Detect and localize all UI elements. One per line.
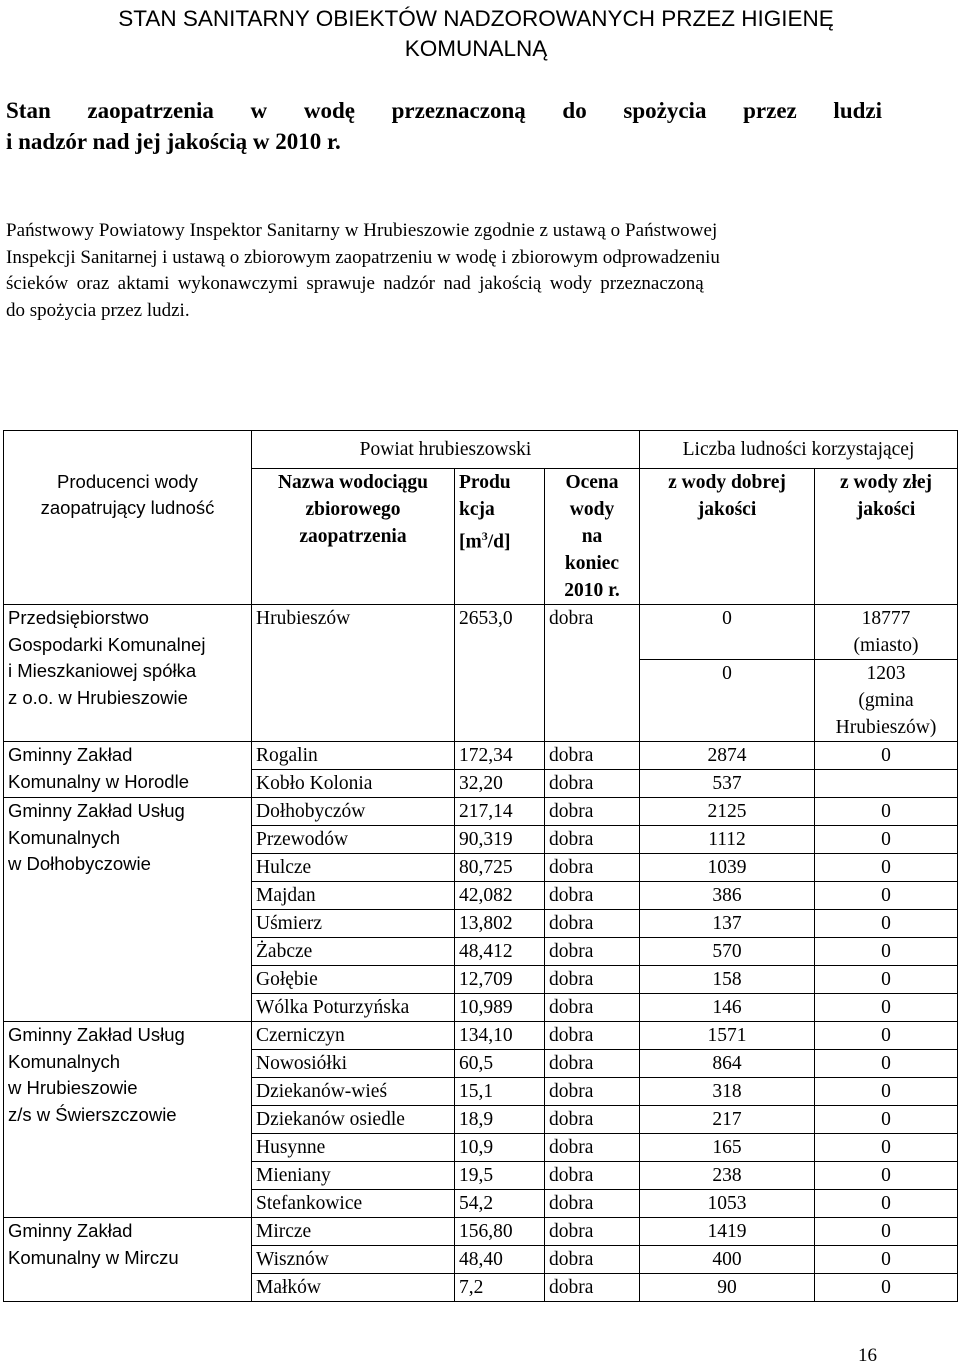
producer-cell: Gminny Zakład Usług Komunalnych w Hrubieszowie z/s w Świerszczowie (4, 1022, 252, 1218)
good-quality-cell: 0 (640, 605, 815, 660)
good-quality-cell: 2874 (640, 742, 815, 770)
system-name-cell: Hrubieszów (252, 605, 455, 742)
producer-cell: Gminny Zakład Komunalny w Horodle (4, 742, 252, 798)
intro-line: Inspekcji Sanitarnej i ustawą o zbiorowym zaopatrzeniu w wodę i zbiorowym odprowadzeniu (6, 246, 720, 268)
production-cell: 15,1 (455, 1078, 545, 1106)
good-quality-cell: 165 (640, 1134, 815, 1162)
intro-line: ścieków oraz aktami wykonawczymi sprawuje nadzór nad jakością wody przeznaczoną (6, 273, 704, 294)
production-cell: 42,082 (455, 882, 545, 910)
system-name-cell: Stefankowice (252, 1190, 455, 1218)
production-cell: 48,40 (455, 1246, 545, 1274)
rating-cell: dobra (545, 826, 640, 854)
intro-line: do spożycia przez ludzi. (6, 299, 190, 321)
production-cell: 90,319 (455, 826, 545, 854)
good-quality-cell: 537 (640, 770, 815, 798)
good-quality-cell: 90 (640, 1274, 815, 1302)
rating-cell: dobra (545, 742, 640, 770)
producer-cell: Gminny Zakład Usług Komunalnych w Dołhobyczowie (4, 798, 252, 1022)
good-quality-cell: 864 (640, 1050, 815, 1078)
production-cell: 18,9 (455, 1106, 545, 1134)
bad-quality-cell: 0 (815, 798, 958, 826)
system-name-cell: Dziekanów osiedle (252, 1106, 455, 1134)
rating-cell: dobra (545, 938, 640, 966)
rating-cell: dobra (545, 966, 640, 994)
bad-quality-cell: 0 (815, 910, 958, 938)
rating-cell: dobra (545, 1246, 640, 1274)
good-quality-cell: 400 (640, 1246, 815, 1274)
bad-quality-cell: 0 (815, 938, 958, 966)
system-name-cell: Majdan (252, 882, 455, 910)
bad-quality-cell: 0 (815, 1246, 958, 1274)
bad-quality-column-header: z wody złej jakości (815, 469, 958, 605)
bad-quality-cell: 0 (815, 1078, 958, 1106)
system-name-cell: Gołębie (252, 966, 455, 994)
good-quality-cell: 2125 (640, 798, 815, 826)
bad-quality-cell: 0 (815, 994, 958, 1022)
system-name-cell: Mircze (252, 1218, 455, 1246)
bad-quality-cell: 0 (815, 882, 958, 910)
bad-quality-cell: 0 (815, 1022, 958, 1050)
bad-quality-cell: 0 (815, 826, 958, 854)
header-row-columns (4, 469, 958, 605)
bad-quality-cell (815, 770, 958, 798)
system-name-cell: Mieniany (252, 1162, 455, 1190)
good-quality-cell: 146 (640, 994, 815, 1022)
rating-cell: dobra (545, 605, 640, 742)
production-cell: 156,80 (455, 1218, 545, 1246)
table-row (4, 605, 958, 660)
good-quality-cell: 0 (640, 660, 815, 742)
good-quality-cell: 137 (640, 910, 815, 938)
good-quality-cell: 570 (640, 938, 815, 966)
system-name-cell: Przewodów (252, 826, 455, 854)
rating-cell: dobra (545, 1106, 640, 1134)
production-cell: 172,34 (455, 742, 545, 770)
good-quality-cell: 1419 (640, 1218, 815, 1246)
good-quality-cell: 318 (640, 1078, 815, 1106)
rating-cell: dobra (545, 994, 640, 1022)
system-name-cell: Wólka Poturzyńska (252, 994, 455, 1022)
producer-cell: Przedsiębiorstwo Gospodarki Komunalnej i Mieszkaniowej spółka z o.o. w Hrubieszowie (4, 605, 252, 742)
production-cell: 10,9 (455, 1134, 545, 1162)
table-row (4, 1022, 958, 1050)
production-cell: 48,412 (455, 938, 545, 966)
header-empty-cell (4, 431, 252, 469)
bad-quality-cell: 0 (815, 966, 958, 994)
production-cell: 134,10 (455, 1022, 545, 1050)
system-name-cell: Czerniczyn (252, 1022, 455, 1050)
bad-quality-cell: 0 (815, 1190, 958, 1218)
intro-line: Państwowy Powiatowy Inspektor Sanitarny w Hrubieszowie zgodnie z ustawą o Państwowej (6, 220, 718, 241)
rating-cell: dobra (545, 1274, 640, 1302)
bad-quality-cell: 0 (815, 1134, 958, 1162)
rating-cell: dobra (545, 1162, 640, 1190)
production-cell: 7,2 (455, 1274, 545, 1302)
system-name-cell: Żabcze (252, 938, 455, 966)
production-cell: 217,14 (455, 798, 545, 826)
rating-cell: dobra (545, 1134, 640, 1162)
rating-cell: dobra (545, 1050, 640, 1078)
good-quality-cell: 1039 (640, 854, 815, 882)
system-name-cell: Dołhobyczów (252, 798, 455, 826)
bad-quality-cell: 0 (815, 1106, 958, 1134)
rating-cell: dobra (545, 798, 640, 826)
production-column-header: Produ kcja $[m^3/d]$ (455, 469, 545, 605)
subtitle-line: i nadzór nad jej jakością w 2010 r. (6, 129, 341, 154)
good-quality-cell: 238 (640, 1162, 815, 1190)
good-quality-cell: 386 (640, 882, 815, 910)
rating-cell: dobra (545, 1190, 640, 1218)
system-name-cell: Rogalin (252, 742, 455, 770)
bad-quality-cell: 18777 (miasto) (815, 605, 958, 660)
subtitle-line: Stan zaopatrzenia w wodę przeznaczoną do spożycia przez ludzi (6, 98, 882, 123)
rating-cell: dobra (545, 910, 640, 938)
bad-quality-cell: 0 (815, 1218, 958, 1246)
page-heading (6, 4, 946, 64)
water-supply-table (3, 430, 958, 1302)
production-cell: 2653,0 (455, 605, 545, 742)
producer-cell: Gminny Zakład Komunalny w Mirczu (4, 1218, 252, 1302)
table-row (4, 798, 958, 826)
production-cell: 80,725 (455, 854, 545, 882)
system-name-cell: Hulcze (252, 854, 455, 882)
good-quality-column-header: z wody dobrej jakości (640, 469, 815, 605)
system-name-cell: Małków (252, 1274, 455, 1302)
rating-cell: dobra (545, 1078, 640, 1106)
population-header: Liczba ludności korzystającej (640, 431, 958, 469)
bad-quality-cell: 0 (815, 854, 958, 882)
producers-column-header: Producenci wody zaopatrujący ludność (4, 469, 252, 605)
group-header: Powiat hrubieszowski (252, 431, 640, 469)
rating-cell: dobra (545, 882, 640, 910)
system-name-cell: Uśmierz (252, 910, 455, 938)
table-row (4, 742, 958, 770)
production-cell: 60,5 (455, 1050, 545, 1078)
rating-column-header: Ocena wody na koniec 2010 r. (545, 469, 640, 605)
rating-cell: dobra (545, 1218, 640, 1246)
bad-quality-cell: 0 (815, 742, 958, 770)
rating-cell: dobra (545, 1022, 640, 1050)
bad-quality-cell: 0 (815, 1162, 958, 1190)
production-cell: 54,2 (455, 1190, 545, 1218)
system-name-cell: Kobło Kolonia (252, 770, 455, 798)
system-name-cell: Dziekanów-wieś (252, 1078, 455, 1106)
production-cell: 32,20 (455, 770, 545, 798)
intro-paragraph (6, 218, 882, 324)
good-quality-cell: 1053 (640, 1190, 815, 1218)
good-quality-cell: 1571 (640, 1022, 815, 1050)
good-quality-cell: 1112 (640, 826, 815, 854)
system-column-header: Nazwa wodociągu zbiorowego zaopatrzenia (252, 469, 455, 605)
heading-line: STAN SANITARNY OBIEKTÓW NADZOROWANYCH PRZEZ HIGIENĘ (118, 6, 834, 31)
system-name-cell: Husynne (252, 1134, 455, 1162)
section-subtitle (6, 95, 882, 157)
system-name-cell: Wisznów (252, 1246, 455, 1274)
bad-quality-cell: 0 (815, 1050, 958, 1078)
bad-quality-cell: 1203 (gmina Hrubieszów) (815, 660, 958, 742)
good-quality-cell: 158 (640, 966, 815, 994)
good-quality-cell: 217 (640, 1106, 815, 1134)
production-cell: 19,5 (455, 1162, 545, 1190)
page-number: 16 (858, 1345, 877, 1366)
rating-cell: dobra (545, 854, 640, 882)
heading-line: KOMUNALNĄ (404, 36, 548, 61)
production-cell: 13,802 (455, 910, 545, 938)
rating-cell: dobra (545, 770, 640, 798)
table-row (4, 1218, 958, 1246)
production-cell: 12,709 (455, 966, 545, 994)
system-name-cell: Nowosiółki (252, 1050, 455, 1078)
production-cell: 10,989 (455, 994, 545, 1022)
header-row-top (4, 431, 958, 469)
bad-quality-cell: 0 (815, 1274, 958, 1302)
